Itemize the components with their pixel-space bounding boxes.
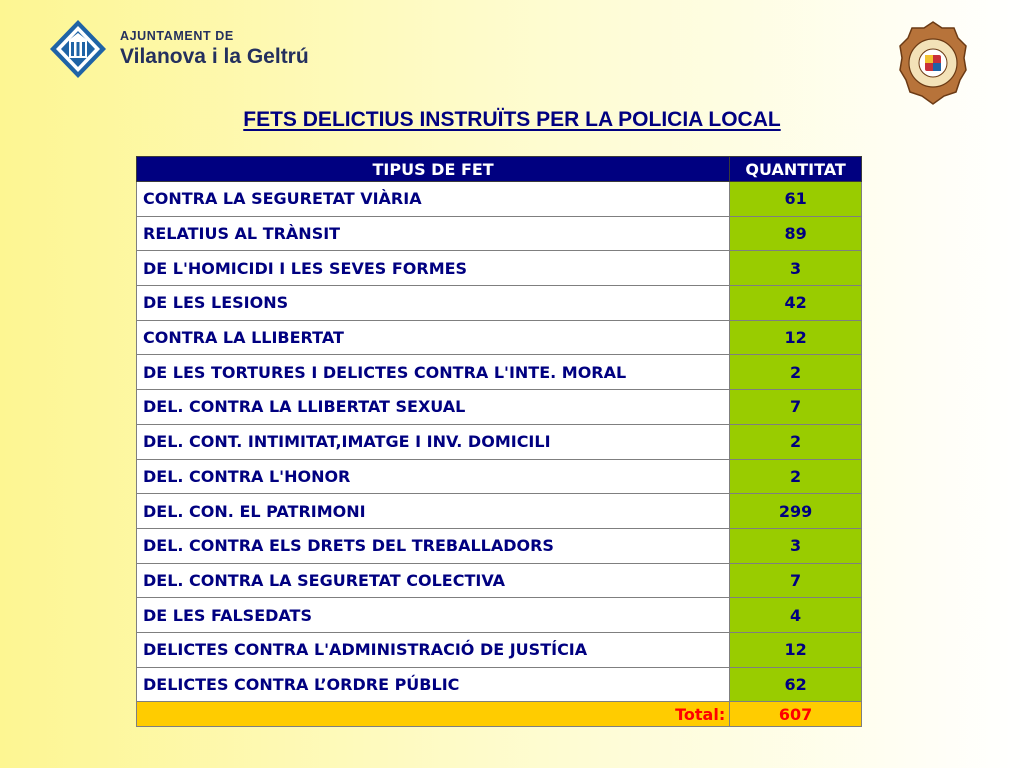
org-line-1: AJUNTAMENT DE [120, 29, 234, 43]
table-row [137, 251, 862, 286]
fact-type-cell: DELICTES CONTRA L’ORDRE PÚBLIC [137, 667, 730, 702]
fact-quantity-cell: 42 [730, 286, 862, 321]
total-label: Total: [137, 702, 730, 727]
table-row [137, 528, 862, 563]
city-emblem-icon [48, 18, 108, 80]
fact-type-cell: DE L'HOMICIDI I LES SEVES FORMES [137, 251, 730, 286]
fact-type-cell: DE LES FALSEDATS [137, 598, 730, 633]
fact-quantity-cell: 7 [730, 390, 862, 425]
fact-type-cell: DE LES TORTURES I DELICTES CONTRA L'INTE. MORAL [137, 355, 730, 390]
table-row [137, 355, 862, 390]
column-header-type: TIPUS DE FET [137, 157, 730, 182]
fact-quantity-cell: 2 [730, 355, 862, 390]
fact-quantity-cell: 2 [730, 459, 862, 494]
fact-quantity-cell: 3 [730, 528, 862, 563]
table-row [137, 216, 862, 251]
fact-quantity-cell: 7 [730, 563, 862, 598]
crimes-table [136, 156, 862, 727]
table-row [137, 598, 862, 633]
table-row [137, 494, 862, 529]
fact-quantity-cell: 62 [730, 667, 862, 702]
fact-quantity-cell: 3 [730, 251, 862, 286]
table-row [137, 667, 862, 702]
fact-quantity-cell: 61 [730, 182, 862, 217]
table-header-row [137, 157, 862, 182]
fact-type-cell: CONTRA LA LLIBERTAT [137, 320, 730, 355]
page-title: FETS DELICTIUS INSTRUÏTS PER LA POLICIA LOCAL [243, 108, 781, 131]
table-row [137, 632, 862, 667]
table-row [137, 563, 862, 598]
police-seal-icon [898, 20, 968, 106]
fact-quantity-cell: 2 [730, 424, 862, 459]
fact-quantity-cell: 12 [730, 632, 862, 667]
table-row [137, 182, 862, 217]
table-row [137, 459, 862, 494]
fact-type-cell: DEL. CONTRA LA LLIBERTAT SEXUAL [137, 390, 730, 425]
city-council-logo [48, 18, 309, 80]
fact-quantity-cell: 12 [730, 320, 862, 355]
fact-type-cell: CONTRA LA SEGURETAT VIÀRIA [137, 182, 730, 217]
fact-type-cell: RELATIUS AL TRÀNSIT [137, 216, 730, 251]
fact-type-cell: DELICTES CONTRA L'ADMINISTRACIÓ DE JUSTÍCIA [137, 632, 730, 667]
fact-type-cell: DE LES LESIONS [137, 286, 730, 321]
fact-type-cell: DEL. CONT. INTIMITAT,IMATGE I INV. DOMICILI [137, 424, 730, 459]
table-row [137, 424, 862, 459]
table-row [137, 286, 862, 321]
total-row [137, 702, 862, 727]
column-header-quantity: QUANTITAT [730, 157, 862, 182]
fact-quantity-cell: 89 [730, 216, 862, 251]
fact-type-cell: DEL. CONTRA ELS DRETS DEL TREBALLADORS [137, 528, 730, 563]
fact-type-cell: DEL. CONTRA L'HONOR [137, 459, 730, 494]
table-row [137, 320, 862, 355]
fact-type-cell: DEL. CON. EL PATRIMONI [137, 494, 730, 529]
org-line-2: Vilanova i la Geltrú [120, 45, 309, 68]
fact-quantity-cell: 4 [730, 598, 862, 633]
fact-type-cell: DEL. CONTRA LA SEGURETAT COLECTIVA [137, 563, 730, 598]
fact-quantity-cell: 299 [730, 494, 862, 529]
total-value: 607 [730, 702, 862, 727]
table-row [137, 390, 862, 425]
